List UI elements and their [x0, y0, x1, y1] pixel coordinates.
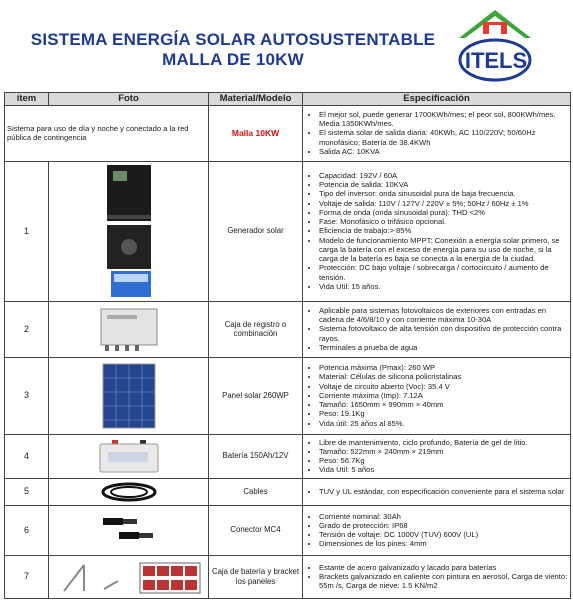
col-header-item: ítem: [5, 93, 49, 106]
title-line-1: SISTEMA ENERGÍA SOLAR AUTOSUSTENTABLE: [30, 30, 436, 49]
spec-item: • Terminales a prueba de agua: [319, 343, 568, 352]
spec-item: • Aplicable para sistemas fotovoltaicos de exteriores con entradas en cadena de 4/6/8/10 y con corriente máxima 10-30A: [319, 306, 568, 325]
spec-item: • El mejor sol, puede generar 1700KWh/mes; el peor sol, 800KWh/mes. Media 1350KWh/mes.: [319, 110, 568, 129]
table-row: [5, 505, 571, 555]
col-header-model: Material/Modelo: [209, 93, 303, 106]
item-number: 2: [5, 301, 49, 357]
spec-item: • Vida útil: 25 años al 85%.: [319, 419, 568, 428]
model-name: Caja de batería y bracket los paneles: [209, 555, 303, 598]
spec-item: • Grado de protección: IP68: [319, 521, 568, 530]
spec-item: • Corriente máxima (Imp): 7.12A: [319, 391, 568, 400]
solar-generator-image: [99, 163, 159, 299]
item-number: 4: [5, 434, 49, 478]
photo-cell: [49, 301, 209, 357]
model-name: Panel solar 260WP: [209, 357, 303, 434]
intro-specs: [303, 105, 571, 161]
spec-item: • Fase: Monofásico o trifásico opcional.: [319, 217, 568, 226]
spec-item: • Eficiencia de trabajo:> 85%: [319, 226, 568, 235]
spec-item: • Peso: 19.1Kg: [319, 409, 568, 418]
title-line-2: MALLA DE 10KW: [162, 50, 304, 69]
photo-cell: [49, 478, 209, 505]
intro-description: Sistema para uso de día y noche y conectado a la red pública de contingencia: [5, 105, 209, 161]
combiner-box-image: [97, 305, 161, 353]
itels-logo: [455, 8, 535, 86]
intro-model: Malla 10KW: [231, 127, 280, 138]
spec-item: • Tipo del inversor: onda sinusoidal pura de baja frecuencia.: [319, 189, 568, 198]
model-name: Batería 150Ah/12V: [209, 434, 303, 478]
model-name: Caja de registro o combinación: [209, 301, 303, 357]
model-name: Generador solar: [209, 161, 303, 301]
spec-item: • Modelo de funcionamiento MPPT: Conexión a energía solar primero, se carga la batería con el exceso de energía para su uso de noche, si la carga de la batería es baja se conecta a la energía de la ciudad.: [319, 236, 568, 264]
intro-row: [5, 105, 571, 161]
item-number: 3: [5, 357, 49, 434]
photo-cell: [49, 505, 209, 555]
col-header-photo: Foto: [49, 93, 209, 106]
spec-item: • Brackets galvanizado en caliente con pintura en aerosol, Carga de viento: 55m /s, Carga de nieve: 1.5 KN/m2: [319, 572, 568, 591]
spec-item: • Salida AC: 10KVA: [319, 147, 568, 156]
model-name: Cables: [209, 478, 303, 505]
spec-item: • Tamaño: 522mm × 240mm × 219mm: [319, 447, 568, 456]
specification-table: [4, 92, 571, 599]
spec-item: • Capacidad: 192V / 60A: [319, 171, 568, 180]
item-number: 6: [5, 505, 49, 555]
svg-text:ITELS: ITELS: [464, 48, 528, 73]
spec-item: • Estante de acero galvanizado y lacado para baterías: [319, 563, 568, 572]
spec-item: • TUV y UL estándar, con especificación conveniente para el sistema solar: [319, 487, 568, 496]
spec-list: [303, 478, 571, 505]
item-number: 1: [5, 161, 49, 301]
battery-image: [94, 438, 164, 474]
spec-list: [303, 161, 571, 301]
spec-item: • Potencia máxima (Pmax): 260 WP: [319, 363, 568, 372]
item-number: 7: [5, 555, 49, 598]
spec-item: • Protección: DC bajo voltaje / sobrecarga / cortocircuito / aumento de tensión.: [319, 263, 568, 282]
spec-item: • Vida Útil: 5 años: [319, 465, 568, 474]
spec-item: • El sistema solar de salida diaria: 40KWh, AC 110/220V; 50/60Hz monofásico; Batería de 38.4KWh: [319, 128, 568, 147]
spec-item: • Sistema fotovoltaico de alta tensión con dispositivo de protección contra rayos.: [319, 324, 568, 343]
spec-list: [303, 434, 571, 478]
table-row: [5, 434, 571, 478]
table-row: [5, 357, 571, 434]
spec-list: [303, 555, 571, 598]
spec-list: [303, 357, 571, 434]
spec-item: • Dimensiones de los pines: 4mm: [319, 539, 568, 548]
solar-panel-image: [99, 362, 159, 430]
table-row: [5, 161, 571, 301]
photo-cell: [49, 161, 209, 301]
photo-cell: [49, 434, 209, 478]
spec-item: • Forma de onda (onda sinusoidal pura): THD <2%: [319, 208, 568, 217]
spec-item: • Vida Útil: 15 años.: [319, 282, 568, 291]
table-row: [5, 478, 571, 505]
spec-item: • Voltaje de salida: 110V / 127V / 220V ± 5%; 50Hz / 60Hz ± 1%: [319, 199, 568, 208]
spec-item: • Material: Células de silicona policristalinas: [319, 372, 568, 381]
spec-item: • Corriente nominal: 30Ah: [319, 512, 568, 521]
photo-cell: [49, 555, 209, 598]
spec-item: • Potencia de salida: 10KVA: [319, 180, 568, 189]
table-header-row: [5, 93, 571, 106]
table-row: [5, 301, 571, 357]
spec-list: [303, 301, 571, 357]
item-number: 5: [5, 478, 49, 505]
spec-item: • Voltaje de circuito abierto (Voc): 35.4 V: [319, 382, 568, 391]
spec-item: • Libre de mantenimiento, ciclo profundo, Batería de gel de litio.: [319, 438, 568, 447]
col-header-spec: Especificación: [303, 93, 571, 106]
photo-cell: [49, 357, 209, 434]
table-row: [5, 555, 571, 598]
spec-item: • Peso: 56.7Kg: [319, 456, 568, 465]
spec-list: [303, 505, 571, 555]
spec-item: • Tensión de voltaje: DC 1000V (TUV) 600V (UL): [319, 530, 568, 539]
model-name: Conector MC4: [209, 505, 303, 555]
battery-rack-bracket-image: [54, 559, 204, 595]
document-header: [0, 0, 573, 92]
mc4-connector-image: [97, 508, 161, 552]
spec-item: • Tamaño: 1650mm × 990mm × 40mm: [319, 400, 568, 409]
cable-coil-image: [97, 481, 161, 503]
